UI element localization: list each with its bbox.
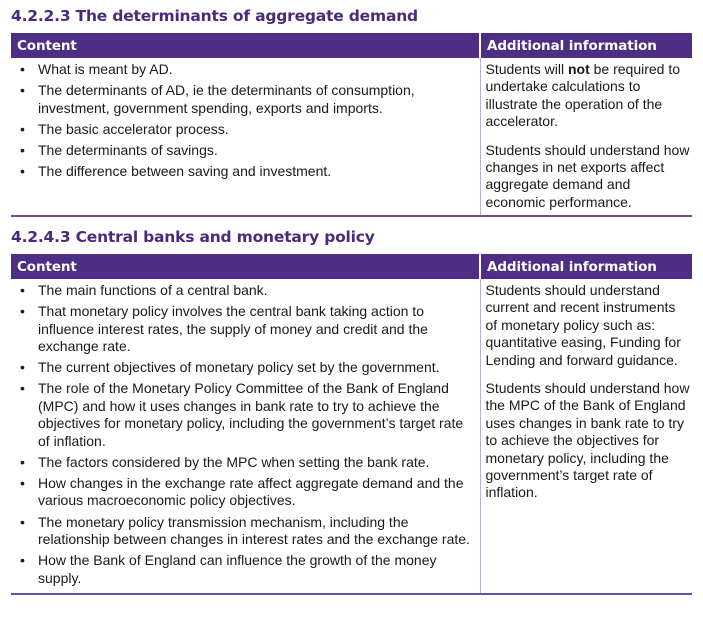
spec-table-central-banks bbox=[11, 254, 692, 595]
info-column-header: Additional information bbox=[480, 254, 692, 279]
table-header-row bbox=[11, 254, 692, 279]
list-item: • How changes in the exchange rate affect aggregate demand and the various macroeconomic policy objectives. bbox=[17, 475, 478, 510]
spec-table-aggregate-demand bbox=[11, 33, 692, 217]
table-row bbox=[11, 58, 692, 216]
section-title-aggregate-demand: 4.2.2.3 The determinants of aggregate demand bbox=[11, 7, 418, 25]
list-item: • The current objectives of monetary policy set by the government. bbox=[17, 359, 478, 376]
table-row bbox=[11, 279, 692, 594]
list-item: • The factors considered by the MPC when setting the bank rate. bbox=[17, 454, 478, 471]
list-item: • How the Bank of England can influence the growth of the money supply. bbox=[17, 552, 478, 587]
content-column-header: Content bbox=[11, 33, 480, 58]
info-text: Students will bbox=[485, 61, 568, 77]
info-paragraph: Students should understand current and recent instruments of monetary policy such as: quantitative easing, Funding for Lending and forward guidance. bbox=[485, 282, 681, 368]
list-item: • The role of the Monetary Policy Committee of the Bank of England (MPC) and how it uses changes in bank rate to try to achieve the objectives for monetary policy, including the government’s target rate of inflation. bbox=[17, 380, 478, 450]
section-title-central-banks: 4.2.4.3 Central banks and monetary policy bbox=[11, 228, 375, 246]
content-list bbox=[17, 282, 478, 587]
list-item: • The monetary policy transmission mechanism, including the relationship between changes in interest rates and the exchange rate. bbox=[17, 514, 478, 549]
list-item: • The determinants of AD, ie the determinants of consumption, investment, government spending, exports and imports. bbox=[17, 82, 478, 117]
content-cell bbox=[11, 279, 480, 594]
list-item: • The basic accelerator process. bbox=[17, 121, 478, 138]
info-column-header: Additional information bbox=[480, 33, 692, 58]
table-header-row bbox=[11, 33, 692, 58]
list-item: • The difference between saving and investment. bbox=[17, 163, 478, 180]
info-cell bbox=[480, 58, 692, 216]
list-item: • The determinants of savings. bbox=[17, 142, 478, 159]
info-paragraph bbox=[486, 61, 691, 131]
content-column-header: Content bbox=[11, 254, 480, 279]
info-paragraph: Students should understand how the MPC of the Bank of England uses changes in bank rate to try to achieve the objectives for monetary policy, including the government’s target rate of inflation. bbox=[485, 380, 690, 501]
info-emphasis: not bbox=[567, 61, 590, 77]
content-list bbox=[17, 61, 478, 181]
info-text: be required to undertake calculations to illustrate the operation of the accelerator. bbox=[485, 61, 681, 130]
info-paragraph: Students should understand how changes in net exports affect aggregate demand and economic performance. bbox=[485, 141, 690, 210]
list-item: • That monetary policy involves the central bank taking action to influence interest rates, the supply of money and credit and the exchange rate. bbox=[17, 303, 478, 355]
content-cell bbox=[11, 58, 480, 216]
list-item: • What is meant by AD. bbox=[17, 61, 478, 78]
info-cell bbox=[480, 279, 692, 594]
list-item: • The main functions of a central bank. bbox=[17, 282, 478, 299]
